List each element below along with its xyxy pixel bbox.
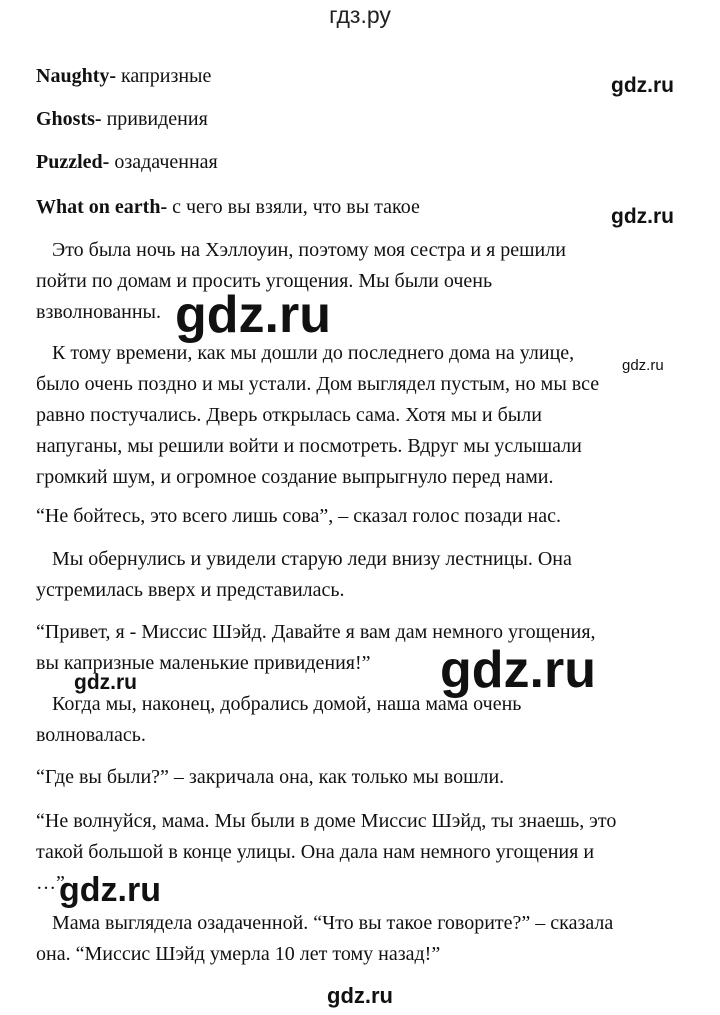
watermark: gdz.ru (622, 357, 664, 374)
vocab-item-what-on-earth (36, 195, 420, 219)
text-line: устремилась вверх и представилась. (36, 579, 345, 601)
vocab-translation: привидения (101, 108, 208, 130)
story-paragraph-4 (36, 544, 686, 606)
text-line: “Где вы были?” – закричала она, как только мы вошли. (36, 766, 505, 788)
text-line: пойти по домам и просить угощения. Мы были очень (36, 270, 493, 292)
story-paragraph-1 (36, 235, 686, 328)
text-line: было очень поздно и мы устали. Дом выглядел пустым, но мы все (36, 373, 600, 395)
text-line: равно постучались. Дверь открылась сама. Хотя мы и были (36, 404, 542, 426)
vocab-term: What on earth- (36, 196, 168, 218)
vocab-item-naughty (36, 64, 211, 88)
text-line: “Привет, я - Миссис Шэйд. Давайте я вам дам немного угощения, (36, 621, 596, 643)
story-paragraph-9 (36, 908, 686, 970)
vocab-term: Ghosts- (36, 108, 102, 130)
text-line: громкий шум, и огромное создание выпрыгнуло перед нами. (36, 466, 554, 488)
text-line: “Не бойтесь, это всего лишь сова”, – сказал голос позади нас. (36, 505, 562, 527)
text-line: К тому времени, как мы дошли до последнего дома на улице, (52, 342, 575, 364)
text-line: взволнованны. (36, 301, 161, 323)
story-paragraph-2 (36, 338, 686, 493)
text-line: она. “Миссис Шэйд умерла 10 лет тому назад!” (36, 943, 441, 965)
text-line: Мы обернулись и увидели старую леди внизу лестницы. Она (52, 548, 572, 570)
text-line: Это была ночь на Хэллоуин, поэтому моя сестра и я решили (52, 239, 566, 261)
watermark: gdz.ru (175, 286, 331, 344)
vocab-item-ghosts (36, 107, 208, 131)
watermark: gdz.ru (611, 205, 674, 228)
text-line: вы капризные маленькие привидения!” (36, 652, 371, 674)
vocab-translation: капризные (116, 65, 212, 87)
site-footer: gdz.ru (327, 983, 393, 1008)
story-paragraph-3 (36, 501, 686, 532)
text-line: “Не волнуйся, мама. Мы были в доме Миссис Шэйд, ты знаешь, это (36, 810, 617, 832)
text-line: …” (36, 872, 65, 894)
text-line: Мама выглядела озадаченной. “Что вы такое говорите?” – сказала (52, 912, 614, 934)
text-line: Когда мы, наконец, добрались домой, наша мама очень (52, 693, 522, 715)
watermark: gdz.ru (611, 74, 674, 97)
text-line: напуганы, мы решили войти и посмотреть. Вдруг мы услышали (36, 435, 582, 457)
story-paragraph-7 (36, 762, 686, 793)
watermark: gdz.ru (74, 671, 137, 694)
watermark: gdz.ru (59, 871, 161, 909)
text-line: такой большой в конце улицы. Она дала нам немного угощения и (36, 841, 595, 863)
site-header: гдз.ру (329, 2, 391, 28)
vocab-translation: озадаченная (109, 151, 218, 173)
vocab-term: Puzzled- (36, 151, 110, 173)
text-line: волновалась. (36, 724, 146, 746)
watermark: gdz.ru (440, 641, 596, 699)
vocab-item-puzzled (36, 150, 218, 174)
vocab-term: Naughty- (36, 65, 117, 87)
vocab-translation: с чего вы взяли, что вы такое (167, 196, 420, 218)
